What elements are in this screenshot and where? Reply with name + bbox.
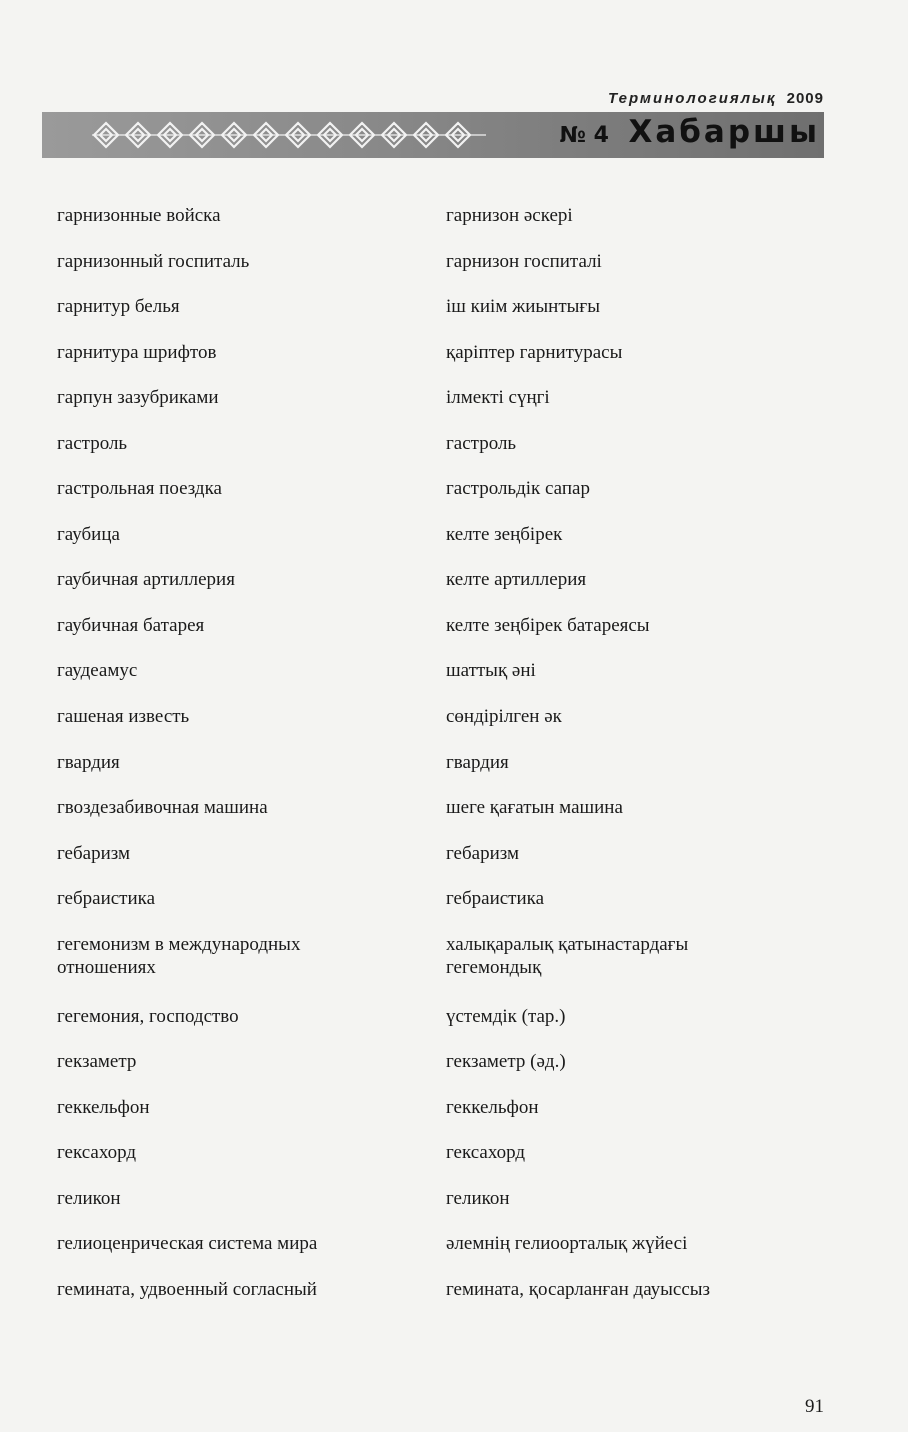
kazakh-term: ілмекті сүңгі xyxy=(446,387,550,408)
kazakh-term: гекзаметр (әд.) xyxy=(446,1051,566,1072)
russian-term: гарнитур белья xyxy=(57,296,180,317)
kazakh-term: шеге қағатын машина xyxy=(446,797,623,818)
kazakh-term: геккельфон xyxy=(446,1097,539,1118)
kazakh-term: гастрольдік сапар xyxy=(446,478,590,499)
russian-term: гексахорд xyxy=(57,1142,137,1163)
russian-term: гелиоценрическая система мира xyxy=(57,1233,318,1254)
russian-term: гарнизонный госпиталь xyxy=(57,251,250,272)
journal-header-title xyxy=(608,90,824,107)
russian-term: геккельфон xyxy=(57,1097,150,1118)
russian-term: гемината, удвоенный согласный xyxy=(57,1279,317,1300)
journal-year: 2009 xyxy=(786,90,824,107)
russian-term: гебраистика xyxy=(57,888,156,909)
russian-term: гастрольная поездка xyxy=(57,478,222,499)
issue-number: № 4 xyxy=(559,123,609,148)
kazakh-term-line-2: гегемондық xyxy=(446,957,542,978)
russian-term: гвоздезабивочная машина xyxy=(57,797,268,818)
kazakh-term xyxy=(446,933,826,979)
russian-term: геликон xyxy=(57,1188,121,1209)
kazakh-term: гарнизон әскері xyxy=(446,205,573,226)
russian-term: гаубичная артиллерия xyxy=(57,569,235,590)
russian-term: гарпун зазубриками xyxy=(57,387,219,408)
russian-term xyxy=(57,933,427,979)
kazakh-term: келте артиллерия xyxy=(446,569,587,590)
russian-term: гвардия xyxy=(57,752,120,773)
kazakh-term: сөндірілген әк xyxy=(446,706,562,727)
russian-term: гаубица xyxy=(57,524,120,545)
russian-term: гекзаметр xyxy=(57,1051,137,1072)
kazakh-term: шаттық әні xyxy=(446,660,536,681)
kazakh-term: гемината, қосарланған дауыссыз xyxy=(446,1279,711,1300)
kazakh-term: гастроль xyxy=(446,433,517,454)
journal-title: Терминологиялық xyxy=(608,90,777,107)
header-banner xyxy=(42,112,824,158)
kazakh-term: әлемнің гелиоорталық жүйесі xyxy=(446,1233,688,1254)
russian-term: гашеная известь xyxy=(57,706,190,727)
kazakh-term: қаріптер гарнитурасы xyxy=(446,342,623,363)
russian-term: гебаризм xyxy=(57,843,131,864)
kazakh-term: келте зеңбірек батареясы xyxy=(446,615,650,636)
kazakh-term: келте зеңбірек xyxy=(446,524,563,545)
russian-term: гаубичная батарея xyxy=(57,615,205,636)
kazakh-term: гебраистика xyxy=(446,888,545,909)
journal-word: Хабаршы xyxy=(628,114,820,150)
kazakh-term: іш киім жиынтығы xyxy=(446,296,600,317)
kazakh-term: гарнизон госпиталі xyxy=(446,251,602,272)
russian-term: гаудеамус xyxy=(57,660,138,681)
russian-term: гегемония, господство xyxy=(57,1006,239,1027)
kazakh-term: гвардия xyxy=(446,752,509,773)
kazakh-term: гексахорд xyxy=(446,1142,526,1163)
russian-term-line-1: гегемонизм в международных xyxy=(57,934,301,955)
kazakh-term: үстемдік (тар.) xyxy=(446,1006,566,1027)
kazakh-term: гебаризм xyxy=(446,843,520,864)
russian-term: гастроль xyxy=(57,433,128,454)
russian-term: гарнитура шрифтов xyxy=(57,342,217,363)
russian-term-line-2: отношениях xyxy=(57,957,156,978)
page-number: 91 xyxy=(805,1396,824,1417)
russian-term: гарнизонные войска xyxy=(57,205,221,226)
ornament-pattern-icon xyxy=(90,118,490,152)
kazakh-term: геликон xyxy=(446,1188,510,1209)
issue-label xyxy=(559,114,820,150)
kazakh-term-line-1: халықаралық қатынастардағы xyxy=(446,934,689,955)
